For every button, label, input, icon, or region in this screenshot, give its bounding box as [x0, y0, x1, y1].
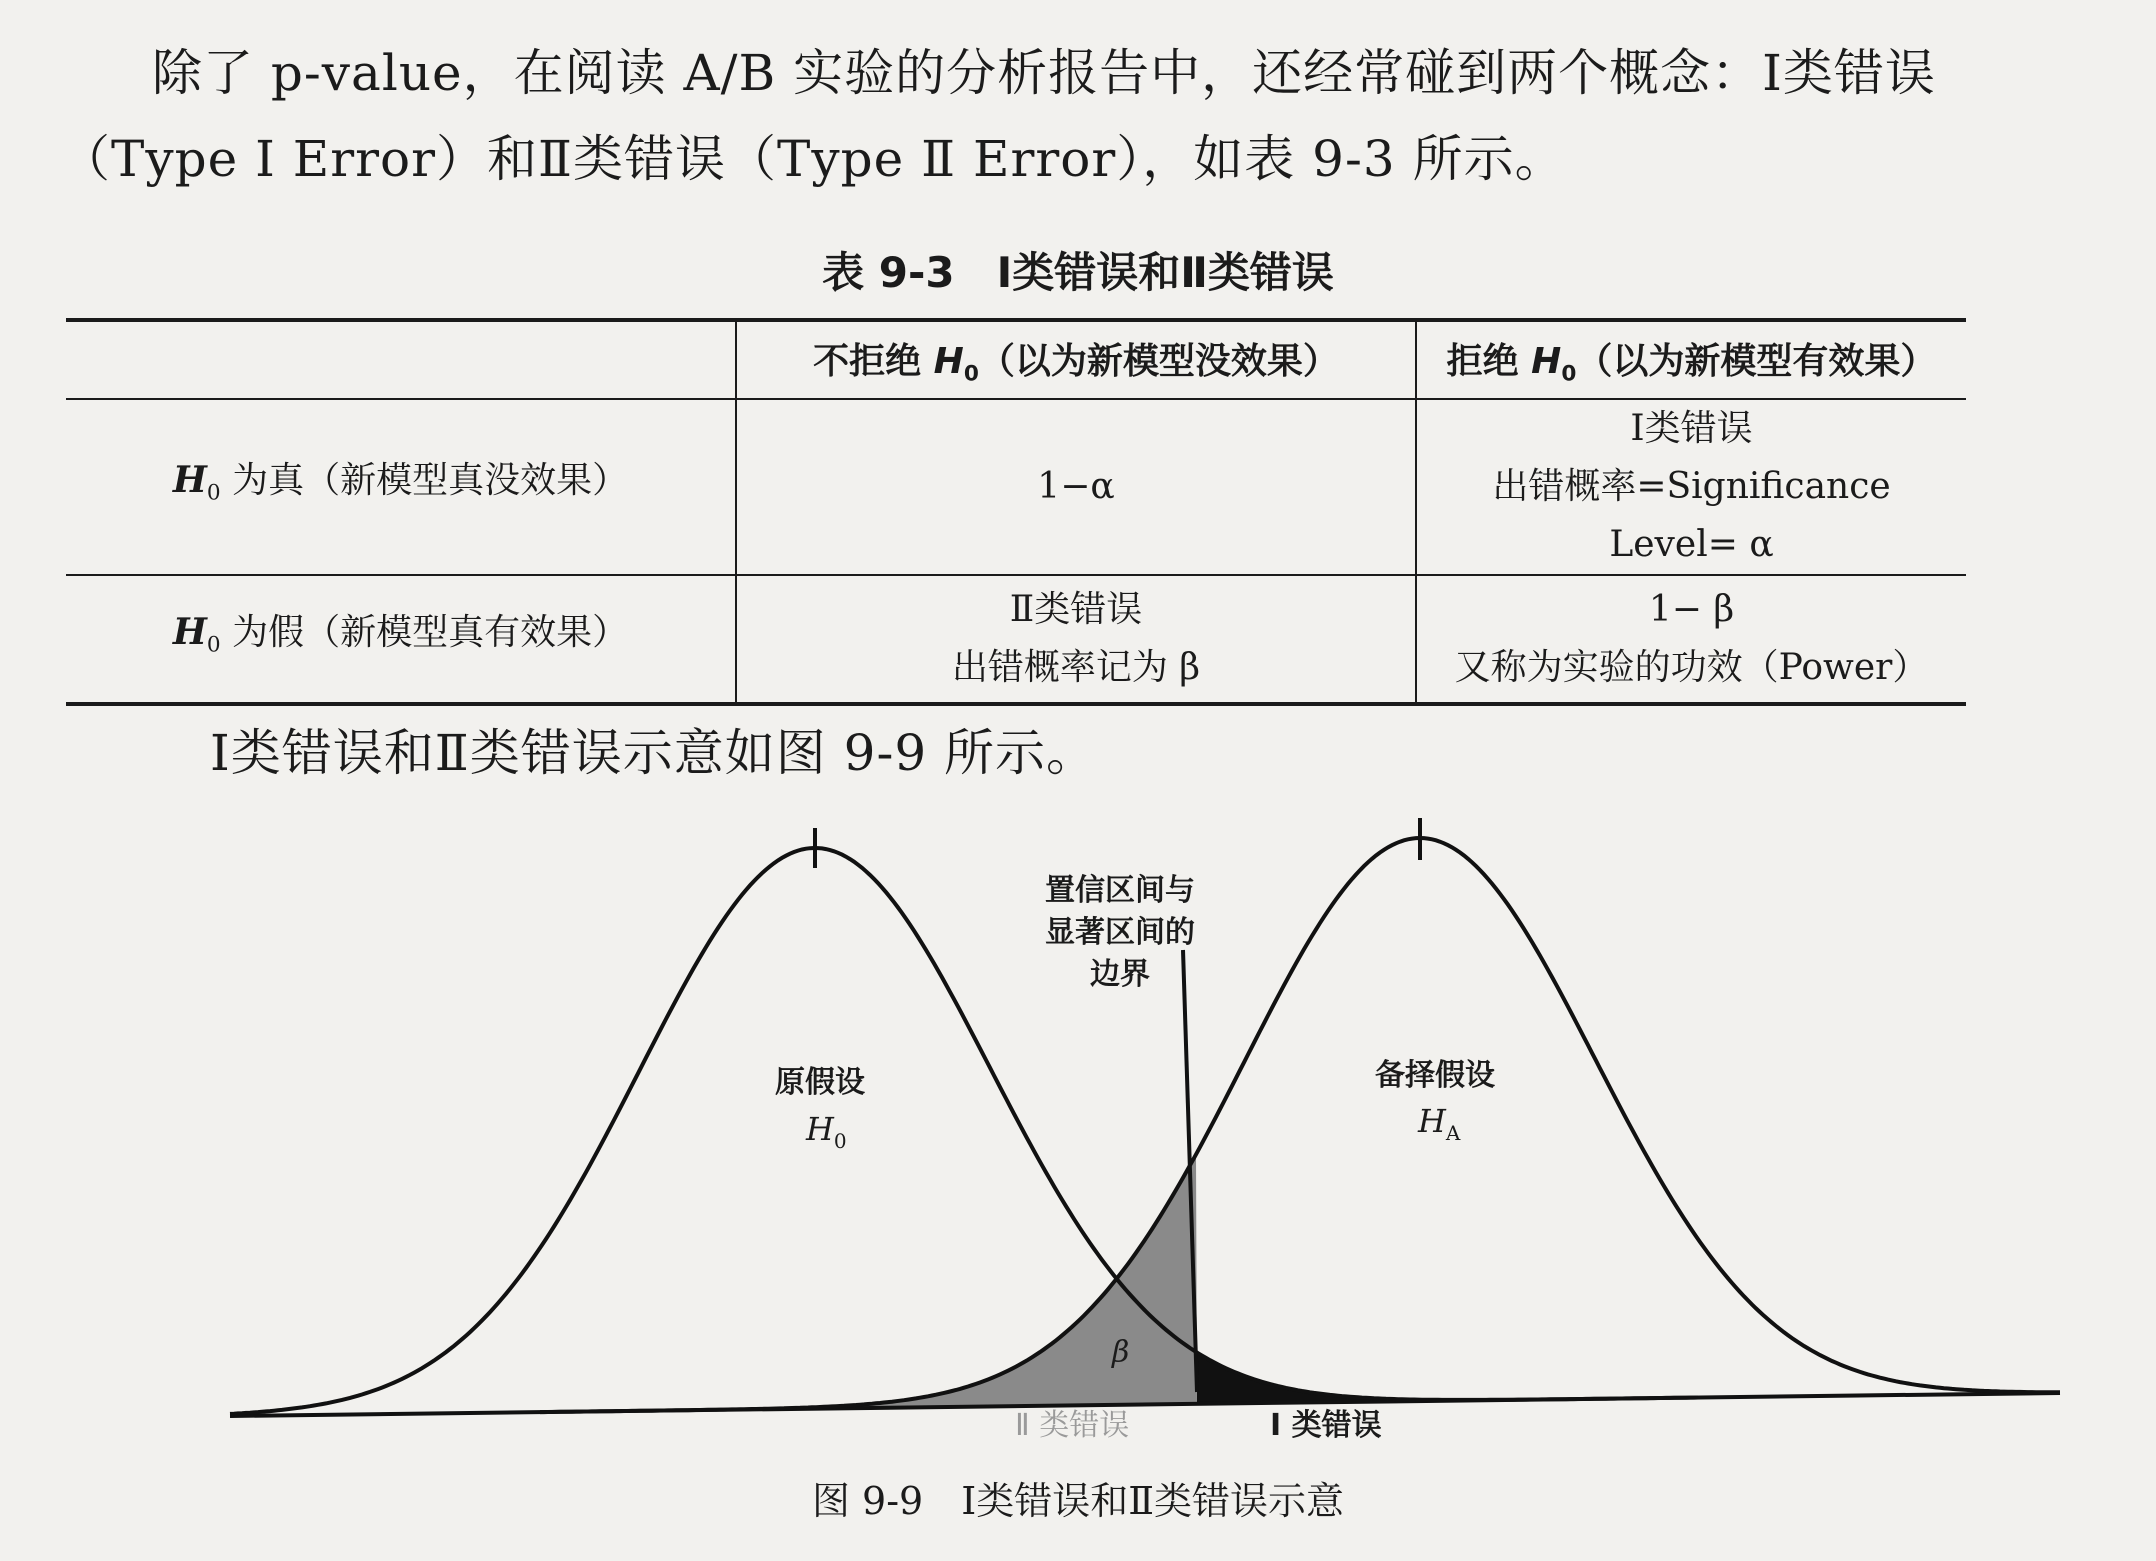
cell-line: 1−α — [1037, 466, 1115, 507]
cell-line: Ⅰ类错误 — [1630, 408, 1753, 449]
figure-intro-paragraph: Ⅰ类错误和Ⅱ类错误示意如图 9-9 所示。 — [210, 724, 1098, 782]
boundary-label-line1: 置信区间与 — [1045, 873, 1195, 908]
null-hypothesis-curve — [230, 848, 1698, 1414]
header-not-reject-post: （以为新模型没效果） — [978, 341, 1339, 383]
cell-correct-accept — [736, 399, 1416, 575]
table-row — [66, 575, 1966, 704]
cell-line: 又称为实验的功效（Power） — [1454, 647, 1929, 688]
error-distribution-figure — [0, 780, 2156, 1460]
boundary-label-line2: 显著区间的 — [1045, 915, 1195, 950]
cell-line: 1− β — [1648, 589, 1735, 630]
header-not-reject — [736, 320, 1416, 399]
beta-label: β — [1112, 1335, 1130, 1370]
null-symbol: $H_0$ — [806, 1110, 847, 1153]
h0-symbol: H — [172, 459, 207, 502]
alternative-hypothesis-curve — [540, 838, 2060, 1412]
type2-error-label: Ⅱ 类错误 — [1015, 1408, 1130, 1443]
type1-error-label: Ⅰ 类错误 — [1270, 1408, 1382, 1443]
header-corner — [66, 320, 736, 399]
row-label-text: 为真（新模型真没效果） — [220, 460, 629, 502]
h0-symbol: H — [933, 341, 964, 383]
cell-type2-error — [736, 575, 1416, 704]
boundary-label-line3: 边界 — [1090, 957, 1150, 992]
table-header-row — [66, 320, 1966, 399]
h0-symbol: H — [1531, 341, 1562, 383]
h0-subscript: 0 — [1561, 361, 1577, 387]
error-types-table — [66, 318, 1966, 706]
h0-subscript: 0 — [206, 632, 221, 658]
h0-symbol: H — [172, 611, 207, 654]
alt-symbol: $H_A$ — [1418, 1102, 1461, 1145]
header-reject-pre: 拒绝 — [1446, 341, 1532, 383]
table-title: 表 9-3 Ⅰ类错误和Ⅱ类错误 — [822, 248, 1334, 297]
intro-paragraph: 除了 p-value，在阅读 A/B 实验的分析报告中，还经常碰到两个概念：Ⅰ类错误（Type Ⅰ Error）和Ⅱ类错误（Type Ⅱ Error），如表 9-3 所示。 — [60, 44, 1936, 188]
cell-line: Ⅱ类错误 — [1009, 589, 1143, 630]
cell-line: 出错概率记为 β — [951, 647, 1201, 688]
row-label-h0-true — [66, 399, 736, 575]
h0-subscript: 0 — [963, 361, 979, 387]
beta-region — [540, 1154, 1197, 1412]
header-not-reject-pre: 不拒绝 — [813, 341, 934, 383]
row-label-h0-false — [66, 575, 736, 704]
cell-line: 出错概率=Significance Level= α — [1492, 466, 1891, 565]
row-label-text: 为假（新模型真有效果） — [220, 612, 629, 654]
cell-type1-error — [1416, 399, 1966, 575]
null-hypothesis-label: 原假设 — [775, 1065, 865, 1100]
h0-subscript: 0 — [206, 480, 221, 506]
cell-power — [1416, 575, 1966, 704]
header-reject-post: （以为新模型有效果） — [1576, 341, 1937, 383]
alt-hypothesis-label: 备择假设 — [1375, 1058, 1495, 1093]
header-reject — [1416, 320, 1966, 399]
table-row — [66, 399, 1966, 575]
figure-caption: 图 9-9 Ⅰ类错误和Ⅱ类错误示意 — [811, 1479, 1345, 1523]
